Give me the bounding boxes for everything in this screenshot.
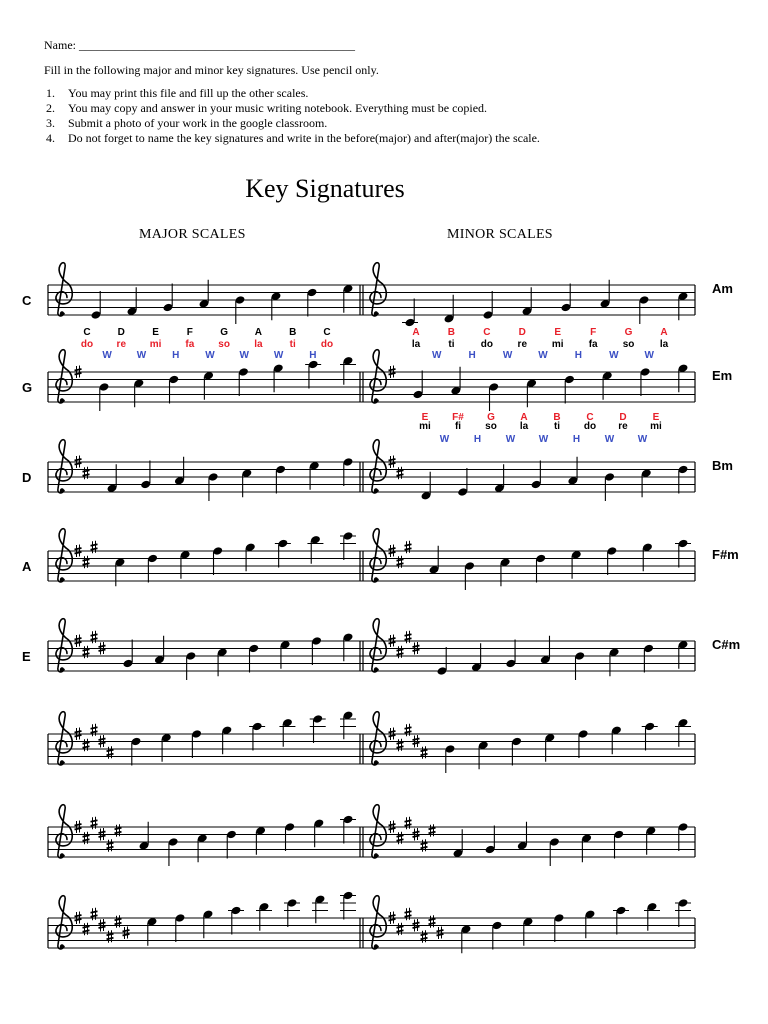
minor-scales-heading: MINOR SCALES (447, 227, 553, 242)
minor-key-name: Bm (712, 458, 733, 473)
note-letter: G (487, 412, 495, 423)
quarter-note (203, 909, 214, 938)
step-interval: H (468, 350, 476, 361)
major-key-name: C (22, 293, 32, 308)
quarter-note (578, 729, 589, 758)
solfege-syllable: la (254, 339, 263, 350)
quarter-note (675, 539, 691, 568)
step-interval: W (604, 434, 615, 445)
quarter-note (343, 457, 354, 486)
solfege-syllable: ti (289, 339, 296, 350)
quarter-note (275, 539, 291, 568)
quarter-note (340, 891, 356, 920)
quarter-note (453, 829, 464, 858)
quarter-note (554, 913, 565, 942)
quarter-note (523, 917, 534, 946)
quarter-note (678, 822, 689, 851)
major-key-name: E (22, 649, 31, 664)
solfege-syllable: ti (448, 339, 455, 350)
solfege-syllable: fa (185, 339, 195, 350)
quarter-note (313, 818, 324, 847)
note-letter: A (520, 412, 528, 423)
name-field-label: Name: ______________________________________________ (44, 38, 355, 52)
quarter-note (574, 651, 585, 680)
step-text: You may copy and answer in your music writing notebook. Everything must be copied. (68, 101, 488, 115)
quarter-note (284, 898, 300, 927)
quarter-note (678, 640, 689, 669)
quarter-note (279, 718, 295, 747)
quarter-note (544, 733, 555, 762)
quarter-note (604, 472, 615, 501)
quarter-note (517, 822, 528, 851)
quarter-note (340, 356, 356, 385)
note-letter: E (421, 412, 429, 423)
note-letter: A (254, 327, 263, 338)
quarter-note (644, 902, 660, 931)
quarter-note (139, 822, 150, 851)
quarter-note (450, 367, 461, 396)
note-letter: C (483, 327, 491, 338)
minor-key-name: F#m (712, 547, 739, 562)
minor-key-name: Em (712, 368, 733, 383)
quarter-note (483, 291, 494, 320)
note-letter: G (624, 327, 633, 338)
quarter-note (526, 378, 537, 407)
step-interval: H (574, 350, 583, 361)
step-number: 4. (46, 131, 55, 145)
quarter-note (613, 830, 624, 859)
quarter-note (123, 640, 134, 669)
quarter-note (645, 826, 656, 855)
quarter-note (312, 894, 328, 923)
note-letter: A (412, 327, 420, 338)
quarter-note (678, 291, 689, 320)
quarter-note (642, 542, 653, 571)
quarter-note (421, 472, 432, 501)
major-scales-heading: MAJOR SCALES (139, 227, 246, 242)
quarter-note (140, 461, 151, 490)
quarter-note (540, 636, 551, 665)
quarter-note (305, 360, 321, 389)
step-interval: W (273, 350, 284, 361)
quarter-note (280, 640, 291, 669)
quarter-note (488, 382, 499, 411)
quarter-note (675, 898, 691, 927)
solfege-syllable: la (519, 421, 529, 432)
quarter-note (249, 722, 265, 751)
step-text: Do not forget to name the key signatures and write in the before(major) and after(major) the scale. (68, 131, 540, 145)
note-letter: B (289, 327, 297, 338)
quarter-note (549, 837, 560, 866)
quarter-note (485, 826, 496, 855)
quarter-note (191, 729, 202, 758)
quarter-note (245, 542, 256, 571)
quarter-note (255, 826, 266, 855)
quarter-note (429, 546, 440, 575)
quarter-note (413, 371, 424, 400)
step-interval: W (439, 434, 450, 445)
quarter-note (641, 468, 652, 497)
quarter-note (256, 902, 272, 931)
solfege-syllable: mi (650, 421, 662, 432)
note-letter: D (518, 327, 526, 338)
quarter-note (567, 457, 578, 486)
major-key-name: D (22, 470, 32, 485)
quarter-note (571, 550, 582, 579)
quarter-note (311, 636, 322, 665)
page-title: Key Signatures (245, 174, 405, 203)
step-text: Submit a photo of your work in the google classroom. (68, 116, 328, 130)
quarter-note (402, 299, 418, 328)
step-number: 3. (46, 116, 55, 130)
quarter-note (174, 457, 185, 486)
solfege-syllable: so (218, 339, 230, 350)
solfege-syllable: do (583, 421, 597, 432)
quarter-note (606, 546, 617, 575)
quarter-note (642, 722, 658, 751)
quarter-note (511, 737, 522, 766)
quarter-note (131, 737, 142, 766)
quarter-note (471, 643, 482, 672)
note-letter: D (117, 327, 125, 338)
note-letter: B (553, 412, 561, 423)
quarter-note (340, 710, 356, 739)
step-interval: W (205, 350, 215, 361)
step-interval: W (644, 350, 655, 361)
quarter-note (309, 461, 320, 490)
quarter-note (505, 640, 516, 669)
quarter-note (180, 550, 191, 579)
quarter-note (185, 651, 196, 680)
note-letter: E (152, 327, 159, 338)
note-letter: B (447, 327, 456, 338)
solfege-syllable: mi (551, 339, 564, 350)
quarter-note (340, 815, 356, 844)
note-letter: E (554, 327, 562, 338)
quarter-note (275, 465, 286, 494)
quarter-note (273, 363, 284, 392)
note-letter: C (323, 327, 331, 338)
solfege-syllable: do (480, 339, 493, 350)
quarter-note (199, 280, 210, 309)
step-interval: W (538, 434, 549, 445)
quarter-note (226, 830, 237, 859)
quarter-note (457, 468, 468, 497)
note-letter: C (83, 327, 91, 338)
quarter-note (464, 561, 475, 590)
quarter-note (133, 378, 144, 407)
step-interval: W (136, 350, 147, 361)
quarter-note (271, 291, 282, 320)
quarter-note (531, 461, 542, 490)
quarter-note (643, 644, 654, 673)
quarter-note (307, 535, 323, 564)
quarter-note (564, 375, 575, 404)
major-key-name: G (22, 380, 33, 395)
step-interval: H (309, 350, 317, 361)
step-text: You may print this file and fill up the other scales. (68, 86, 309, 100)
quarter-note (127, 287, 138, 316)
quarter-note (478, 740, 489, 769)
step-interval: W (609, 350, 619, 361)
solfege-syllable: ti (553, 421, 561, 432)
solfege-syllable: mi (149, 339, 162, 350)
note-letter: A (660, 327, 668, 338)
step-interval: H (172, 350, 180, 361)
solfege-syllable: do (80, 339, 94, 350)
instruction-text: Fill in the following major and minor key signatures. Use pencil only. (44, 63, 379, 77)
note-letter: F (590, 327, 597, 338)
quarter-note (639, 295, 650, 324)
step-interval: W (538, 350, 548, 361)
note-letter: F (186, 327, 193, 338)
note-letter: D (619, 412, 627, 423)
step-interval: W (502, 350, 513, 361)
quarter-note (561, 284, 572, 313)
step-number: 1. (46, 86, 55, 100)
quarter-note (217, 647, 228, 676)
quarter-note (678, 363, 689, 392)
solfege-syllable: mi (419, 421, 431, 432)
note-letter: C (586, 412, 594, 423)
quarter-note (99, 382, 110, 411)
note-letter: F# (452, 412, 464, 423)
quarter-note (494, 464, 505, 493)
quarter-note (343, 632, 354, 661)
quarter-note (675, 718, 691, 747)
step-interval: W (505, 434, 516, 445)
quarter-note (492, 921, 503, 950)
quarter-note (611, 725, 622, 754)
quarter-note (238, 367, 249, 396)
step-interval: H (473, 434, 482, 445)
quarter-note (602, 371, 613, 400)
quarter-note (437, 647, 448, 676)
note-letter: G (220, 327, 229, 338)
quarter-note (444, 295, 455, 324)
step-interval: W (239, 350, 250, 361)
quarter-note (585, 909, 596, 938)
quarter-note (147, 917, 158, 946)
quarter-note (678, 465, 689, 494)
quarter-note (343, 284, 354, 313)
quarter-note (600, 280, 611, 309)
solfege-syllable: fa (588, 339, 598, 350)
step-interval: W (637, 434, 648, 445)
quarter-note (208, 472, 219, 501)
quarter-note (203, 371, 214, 400)
quarter-note (445, 744, 456, 773)
quarter-note (500, 557, 511, 586)
quarter-note (168, 837, 179, 866)
quarter-note (609, 647, 620, 676)
quarter-note (235, 295, 246, 324)
solfege-syllable: la (659, 339, 669, 350)
quarter-note (307, 288, 318, 317)
quarter-note (107, 464, 118, 493)
major-key-name: A (22, 559, 32, 574)
step-number: 2. (46, 101, 55, 115)
quarter-note (197, 833, 208, 862)
quarter-note (581, 833, 592, 862)
note-letter: E (652, 412, 660, 423)
quarter-note (248, 644, 259, 673)
step-interval: W (431, 350, 442, 361)
quarter-note (175, 913, 186, 942)
solfege-syllable: do (320, 339, 334, 350)
step-interval: H (572, 434, 581, 445)
quarter-note (284, 822, 295, 851)
quarter-note (163, 284, 174, 313)
quarter-note (241, 468, 252, 497)
quarter-note (535, 554, 546, 583)
solfege-syllable: re (517, 339, 528, 350)
solfege-syllable: re (618, 421, 628, 432)
quarter-note (221, 725, 232, 754)
solfege-syllable: re (116, 339, 127, 350)
quarter-note (522, 287, 533, 316)
quarter-note (161, 733, 172, 762)
step-interval: W (102, 350, 112, 361)
solfege-syllable: so (485, 421, 497, 432)
quarter-note (91, 291, 102, 320)
quarter-note (168, 375, 179, 404)
quarter-note (613, 906, 629, 935)
quarter-note (461, 924, 472, 953)
quarter-note (147, 554, 158, 583)
minor-key-name: Am (712, 281, 733, 296)
solfege-syllable: la (411, 339, 421, 350)
quarter-note (310, 714, 326, 743)
solfege-syllable: so (622, 339, 635, 350)
quarter-note (228, 906, 244, 935)
quarter-note (212, 546, 223, 575)
quarter-note (640, 367, 651, 396)
quarter-note (340, 531, 356, 560)
solfege-syllable: fi (454, 421, 462, 432)
quarter-note (115, 557, 126, 586)
quarter-note (154, 636, 165, 665)
minor-key-name: C#m (712, 637, 741, 652)
